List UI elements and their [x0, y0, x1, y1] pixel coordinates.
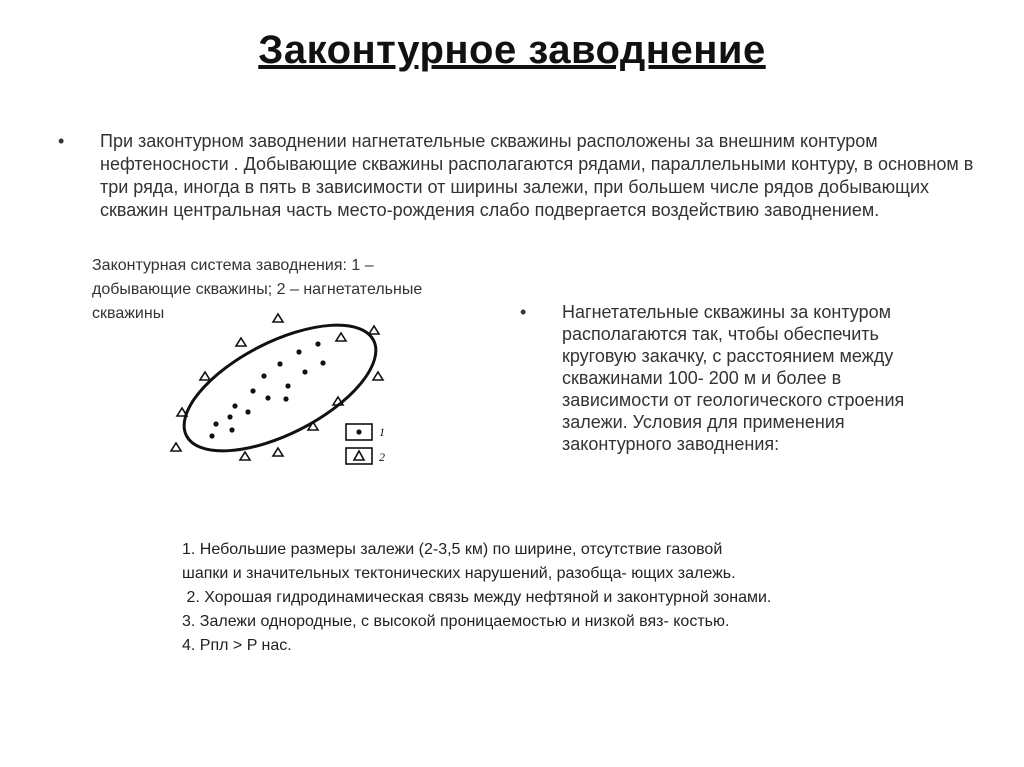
flooding-diagram	[168, 300, 408, 470]
producing-well-dot	[229, 427, 234, 432]
producing-well-dot	[250, 388, 255, 393]
figure-caption-line: Законтурная система заводнения: 1 –	[92, 257, 374, 274]
condition-line: 3. Залежи однородные, с высокой проницаемостью и низкой вяз- костью.	[182, 613, 730, 630]
injection-well-triangle	[336, 333, 346, 341]
condition-line: 2. Хорошая гидродинамическая связь между нефтяной и законтурной зонами.	[182, 589, 772, 606]
injection-well-triangle	[171, 443, 181, 451]
legend-label-1: 1	[379, 425, 385, 439]
side-bullet	[520, 301, 950, 455]
bullet-marker: •	[58, 131, 65, 151]
producing-well-dot	[227, 414, 232, 419]
legend-label-2: 2	[379, 450, 385, 464]
injection-well-triangle	[236, 338, 246, 346]
legend-producing-dot	[356, 429, 361, 434]
injection-well-triangle	[273, 448, 283, 456]
injection-well-triangle	[369, 326, 379, 334]
legend-injection-triangle	[354, 451, 364, 460]
figure-caption-line: скважины	[92, 305, 165, 322]
oil-contour-ellipse	[168, 300, 394, 470]
injection-well-triangle	[273, 314, 283, 322]
producing-well-dot	[245, 409, 250, 414]
condition-line: 4. Pпл > P нас.	[182, 637, 292, 654]
injection-well-triangle	[240, 452, 250, 460]
producing-well-dot	[265, 395, 270, 400]
producing-well-dot	[209, 433, 214, 438]
producing-well-dot	[261, 373, 266, 378]
producing-well-dot	[296, 349, 301, 354]
producing-well-dot	[315, 341, 320, 346]
page-title: Законтурное заводнение	[258, 28, 766, 72]
main-bullet-text: При законтурном заводнении нагнетательные скважины расположены за внешним контуром нефтеносности . Добывающие скважины располагаются рядами, параллельными контуру, в основном в три ряда, иногда в пять в зависимости от ширины залежи, при большем числе рядов добывающих скважин центральная часть место-рождения слабо подвергается воздействию заводнением.	[100, 131, 974, 220]
bullet-marker: •	[520, 302, 527, 322]
producing-well-dot	[213, 421, 218, 426]
producing-well-dot	[302, 369, 307, 374]
main-bullet	[58, 130, 978, 222]
conditions-list	[182, 538, 902, 658]
figure-caption-line: добывающие скважины; 2 – нагнетательные	[92, 281, 423, 298]
producing-well-dot	[283, 396, 288, 401]
producing-well-dot	[285, 383, 290, 388]
injection-well-triangle	[200, 372, 210, 380]
producing-well-dot	[232, 403, 237, 408]
injection-well-triangle	[373, 372, 383, 380]
producing-well-dot	[277, 361, 282, 366]
side-bullet-text: Нагнетательные скважины за контуром располагаются так, чтобы обеспечить круговую закачку, с расстоянием между скважинами 100- 200 м и более в зависимости от геологического строения залежи. Условия для применения законтурного заводнения:	[562, 302, 905, 454]
condition-line: шапки и значительных тектонических нарушений, разобща- ющих залежь.	[182, 565, 736, 582]
condition-line: 1. Небольшие размеры залежи (2-3,5 км) по ширине, отсутствие газовой	[182, 541, 723, 558]
producing-well-dot	[320, 360, 325, 365]
diagram-legend	[346, 424, 385, 464]
